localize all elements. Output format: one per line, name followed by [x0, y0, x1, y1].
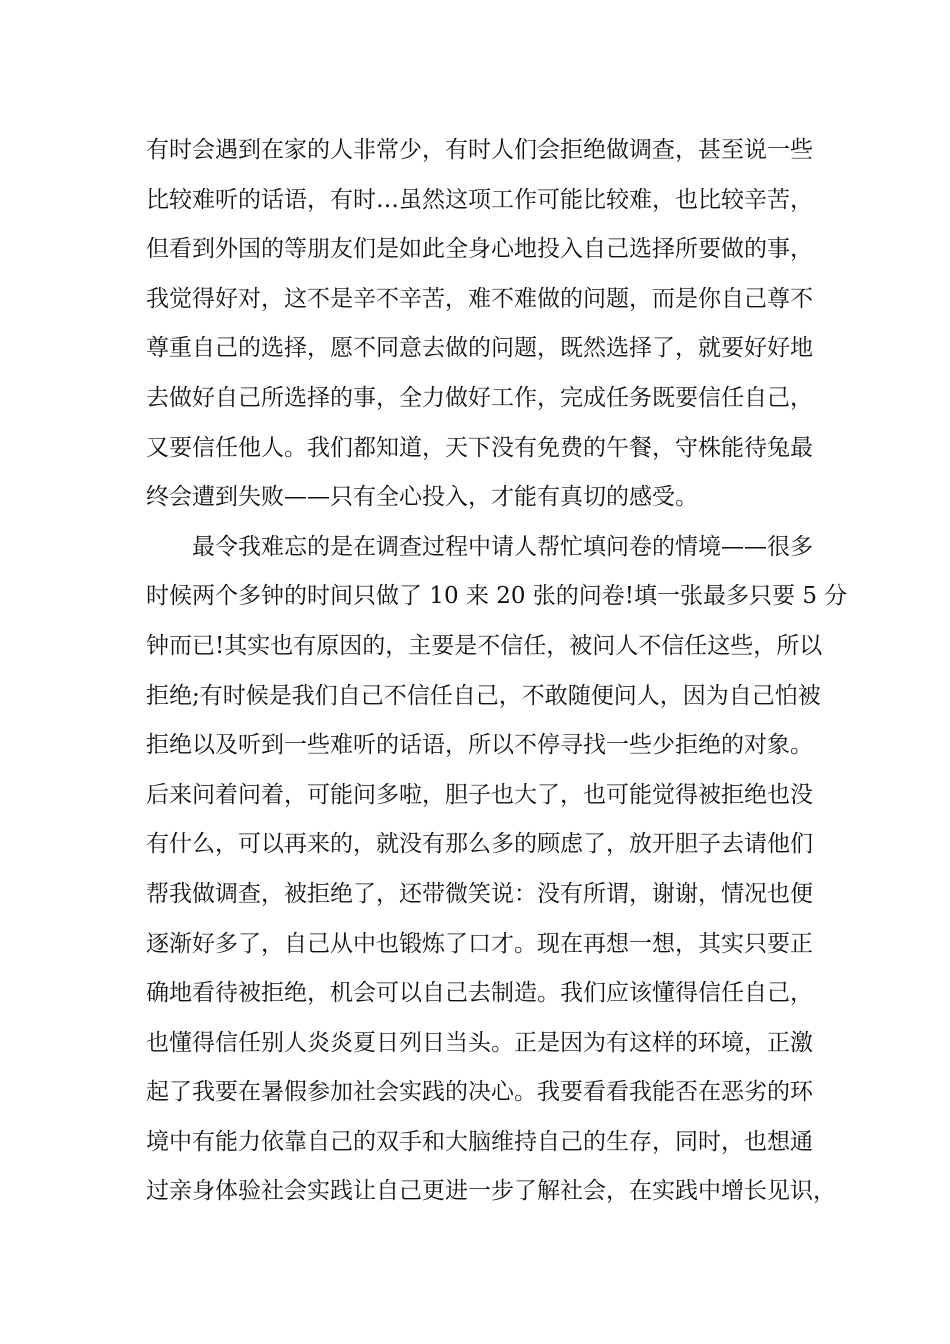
text-line-12: 拒绝;有时候是我们自己不信任自己，不敢随便问人，因为自己怕被 [146, 682, 821, 709]
text-line-18: 确地看待被拒绝，机会可以自己去制造。我们应该懂得信任自己， [146, 980, 813, 1007]
text-line-19: 也懂得信任别人炎炎夏日列日当头。正是因为有这样的环境，正激 [146, 1029, 813, 1056]
text-line-20: 起了我要在暑假参加社会实践的决心。我要看看我能否在恶劣的环 [146, 1079, 813, 1106]
text-line-4: 我觉得好对，这不是辛不辛苦，难不难做的问题，而是你自己尊不 [146, 285, 813, 312]
text-line-6: 去做好自己所选择的事，全力做好工作，完成任务既要信任自己， [146, 384, 813, 411]
text-line-2: 比较难听的话语，有时…虽然这项工作可能比较难，也比较辛苦， [146, 186, 813, 213]
text-line-17: 逐渐好多了，自己从中也锻炼了口才。现在再想一想，其实只要正 [146, 930, 813, 957]
text-line-21: 境中有能力依靠自己的双手和大脑维持自己的生存，同时，也想通 [146, 1128, 813, 1155]
text-line-1: 有时会遇到在家的人非常少，有时人们会拒绝做调查，甚至说一些 [146, 137, 813, 163]
text-line-8: 终会遭到失败——只有全心投入，才能有真切的感受。 [146, 484, 698, 511]
text-line-10: 时候两个多钟的时间只做了 10 来 20 张的问卷!填一张最多只要 5 分 [146, 583, 848, 610]
text-line-15: 有什么，可以再来的，就没有那么多的顾虑了，放开胆子去请他们 [146, 831, 813, 858]
text-line-16: 帮我做调查，被拒绝了，还带微笑说：没有所谓，谢谢，情况也便 [146, 880, 813, 907]
body-text [146, 126, 846, 1217]
text-line-11: 钟而已!其实也有原因的，主要是不信任，被问人不信任这些，所以 [146, 632, 823, 659]
text-line-14: 后来问着问着，可能问多啦，胆子也大了，也可能觉得被拒绝也没 [146, 781, 813, 808]
text-line-5: 尊重自己的选择，愿不同意去做的问题，既然选择了，就要好好地 [146, 335, 813, 362]
text-line-22: 过亲身体验社会实践让自己更进一步了解社会，在实践中增长见识， [146, 1178, 836, 1205]
text-line-3: 但看到外国的等朋友们是如此全身心地投入自己选择所要做的事， [146, 236, 813, 263]
text-line-9: 最令我难忘的是在调查过程中请人帮忙填问卷的情境——很多 [146, 533, 813, 560]
text-line-7: 又要信任他人。我们都知道，天下没有免费的午餐，守株能待兔最 [146, 434, 813, 461]
text-line-13: 拒绝以及听到一些难听的话语，所以不停寻找一些少拒绝的对象。 [146, 732, 813, 759]
